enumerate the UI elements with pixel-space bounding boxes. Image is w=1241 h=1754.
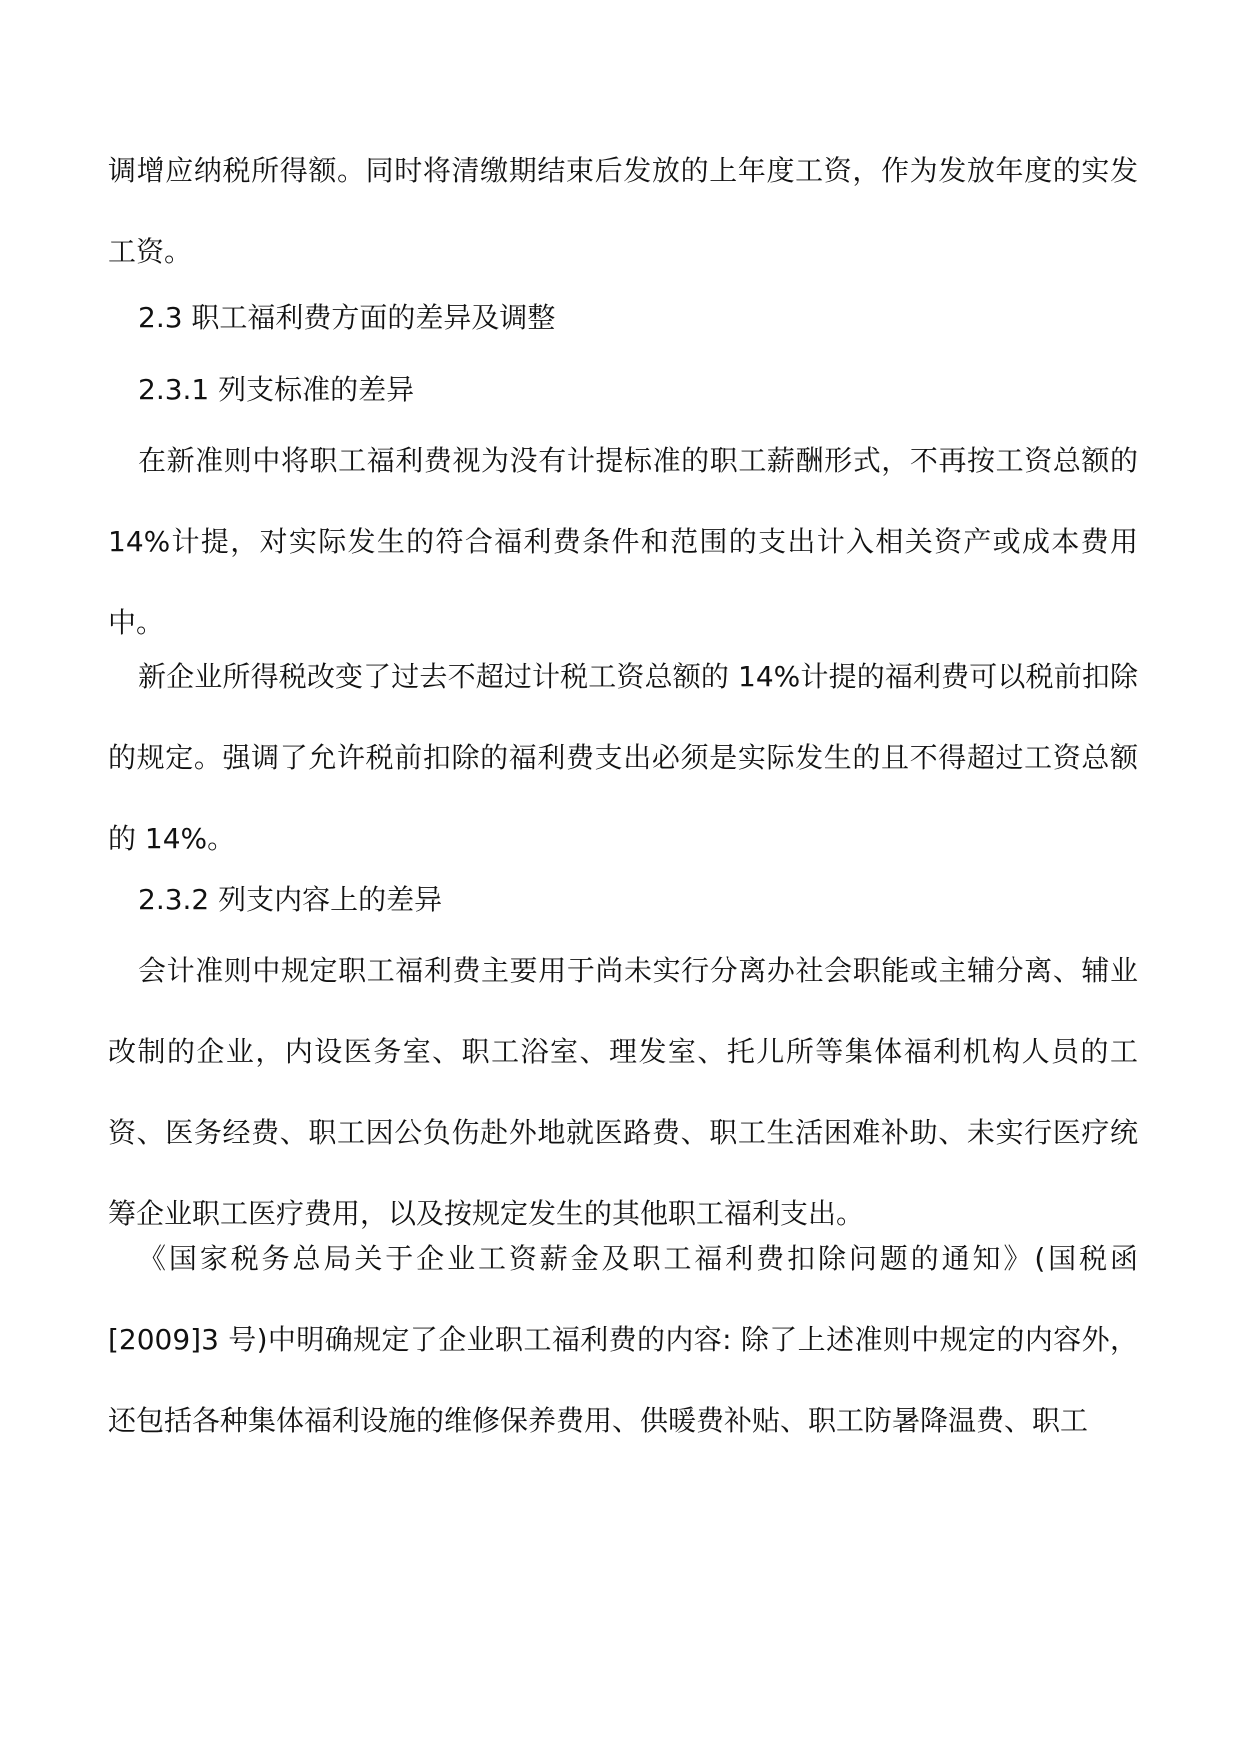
section-heading-2-3: 2.3 职工福利费方面的差异及调整 (138, 301, 556, 334)
paragraph-new-standard: 在新准则中将职工福利费视为没有计提标准的职工薪酬形式，不再按工资总额的 14%计提，对实际发生的符合福利费条件和范围的支出计入相关资产或成本费用中。 (108, 444, 1138, 639)
paragraph-accounting-standard: 会计准则中规定职工福利费主要用于尚未实行分离办社会职能或主辅分离、辅业改制的企业，内设医务室、职工浴室、理发室、托儿所等集体福利机构人员的工资、医务经费、职工因公负伤赴外地就医路费、职工生活困难补助、未实行医疗统筹企业职工医疗费用，以及按规定发生的其他职工福利支出。 (108, 954, 1138, 1230)
paragraph-continued: 调增应纳税所得额。同时将清缴期结束后发放的上年度工资，作为发放年度的实发工资。 (108, 154, 1138, 268)
paragraph-new-tax-law: 新企业所得税改变了过去不超过计税工资总额的 14%计提的福利费可以税前扣除的规定。强调了允许税前扣除的福利费支出必须是实际发生的且不得超过工资总额的 14%。 (108, 660, 1138, 855)
paragraph-tax-notice: 《国家税务总局关于企业工资薪金及职工福利费扣除问题的通知》(国税函[2009]3 号)中明确规定了企业职工福利费的内容: 除了上述准则中规定的内容外，还包括各种集体福利设施的维修保养费用、供暖费补贴、职工防暑降温费、职工 (108, 1242, 1138, 1437)
subsection-heading-2-3-1: 2.3.1 列支标准的差异 (138, 373, 415, 406)
subsection-heading-2-3-2: 2.3.2 列支内容上的差异 (138, 883, 443, 916)
